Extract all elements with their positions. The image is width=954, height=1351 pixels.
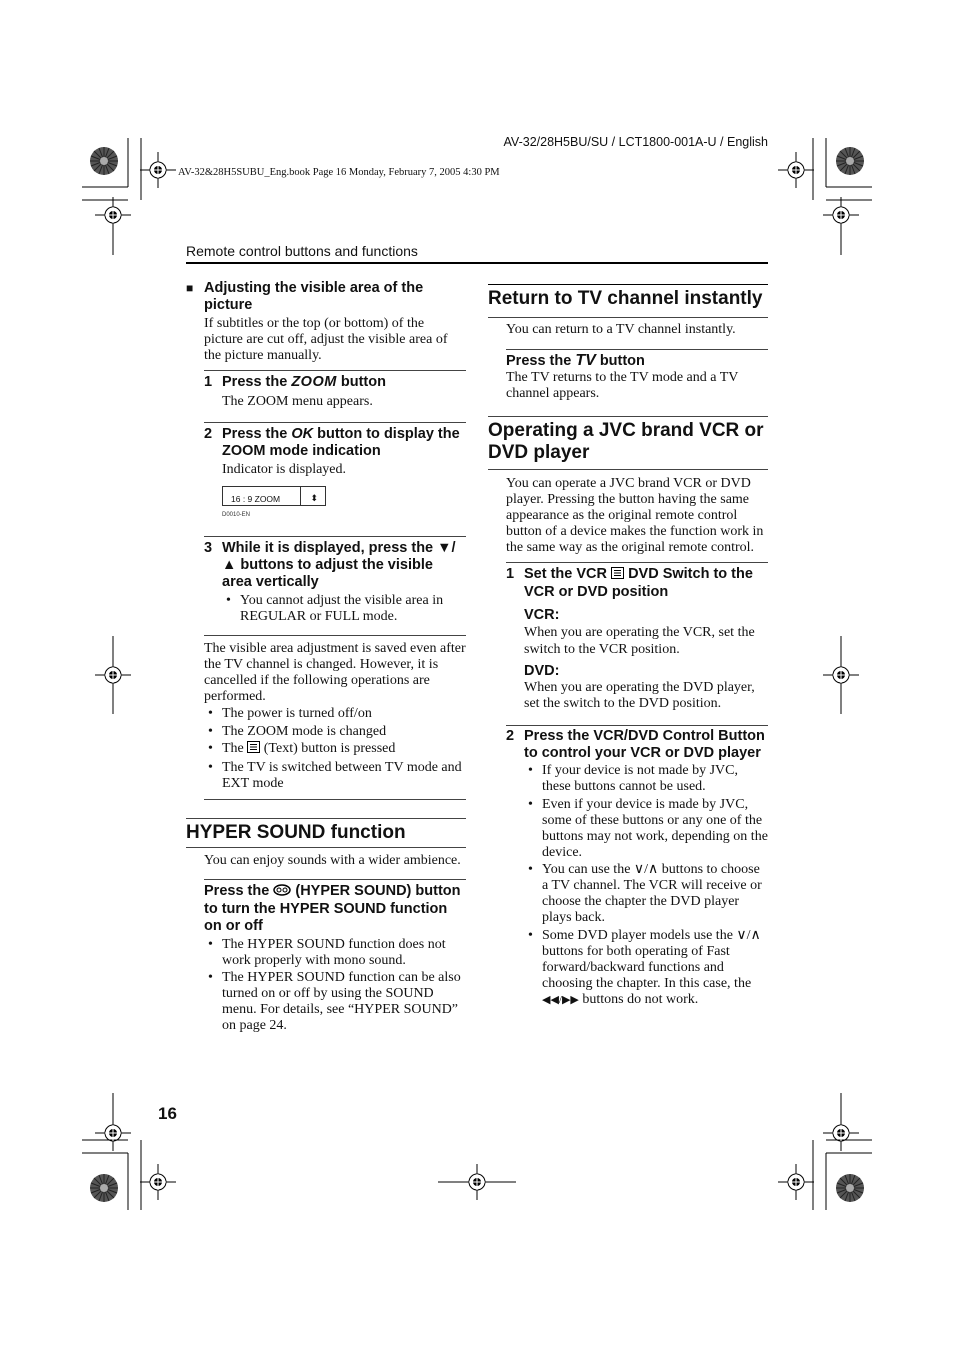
rewind-forward-icon: ◀◀/▶▶ [542, 993, 579, 1006]
zoom-indicator [204, 486, 466, 523]
hyper-intro: You can enjoy sounds with a wider ambience. [204, 852, 461, 868]
adjust-title: Adjusting the visible area of the picture [204, 280, 424, 313]
step-number: 1 [204, 374, 213, 390]
step3-post: buttons to adjust the visible area vertically [222, 557, 433, 590]
return-intro: You can return to a TV channel instantly. [506, 322, 736, 337]
hyper-title: HYPER SOUND function [186, 821, 406, 843]
list-item: • Even if your device is made by JVC, some of these buttons or any one of the buttons may not work, depending on the device. [524, 797, 768, 861]
note-text: The visible area adjustment is saved even after the TV channel is changed. However, it is cancelled if the following operations are performed. [204, 641, 466, 704]
step1-desc: The ZOOM menu appears. [222, 394, 373, 409]
switch-icon [611, 567, 624, 584]
step3-pre: While it is displayed, press the [222, 540, 434, 556]
indicator-code: D0010-EN [222, 512, 251, 518]
hyper-sound-icon [273, 884, 291, 901]
square-bullet-icon: ■ [186, 281, 194, 295]
header-rule [186, 262, 768, 264]
hyper-section [186, 818, 466, 847]
step-number: 3 [204, 540, 213, 556]
return-title: Return to TV channel instantly [488, 288, 763, 309]
step2-desc: Indicator is displayed. [222, 462, 347, 477]
down-up-arrows-icon: ▼/▲ [222, 540, 456, 573]
list-item: • The power is turned off/on [204, 706, 466, 722]
vcr-step-2 [506, 725, 768, 1008]
list-item: • Some DVD player models use the ∨/∧ buttons for both operating of Fast forward/backward functions and choosing the chapter. In this case, the ◀◀/▶▶ buttons do not work. [524, 928, 768, 1008]
vcr-section [488, 416, 768, 469]
adjust-intro: If subtitles or the top (or bottom) of the picture are cut off, adjust the visible area of the picture manually. [204, 316, 448, 363]
adjust-step-1 [204, 370, 466, 410]
step2-text: Press the VCR/DVD Control Button to control your VCR or DVD player [524, 728, 765, 761]
list-item: • The TV is switched between TV mode and EXT mode [204, 760, 466, 792]
dvd-label: DVD: [524, 663, 560, 679]
vcr-intro: You can operate a JVC brand VCR or DVD player. Pressing the button having the same appearance as the original remote control button of a device makes the function work in the same way as the original remote control. [506, 476, 764, 555]
vcr-title: Operating a JVC brand VCR or DVD player [488, 420, 764, 463]
book-line: AV-32&28H5SUBU_Eng.book Page 16 Monday, February 7, 2005 4:30 PM [178, 167, 500, 178]
step-number: 1 [506, 566, 515, 582]
step1-pre: Press the [222, 374, 288, 390]
adjust-step-2 [204, 422, 466, 523]
step2-pre: Press the [222, 426, 288, 442]
down-up-icon: ∨/∧ [736, 927, 761, 943]
right-column [488, 284, 768, 1009]
list-item: • The (Text) button is pressed [204, 741, 466, 758]
return-press: Press the TV button The TV returns to the TV mode and a TV channel appears. [506, 349, 768, 402]
step-number: 2 [506, 728, 515, 744]
adjust-step-3 [204, 536, 466, 625]
page-number: 16 [158, 1104, 177, 1123]
down-up-icon: ∨/∧ [633, 862, 659, 877]
dvd-desc: When you are operating the DVD player, set the switch to the DVD position. [524, 680, 755, 711]
hyper-press: Press the (HYPER SOUND) button to turn the HYPER SOUND function on or off • The HYPER SOUND function does not work properly with mono sound. • The HYPER SOUND function can be also turned on or off by using the SOUND menu. For details, see “HYPER SOUND” on page 24. [204, 879, 466, 1035]
return-desc: The TV returns to the TV mode and a TV channel appears. [506, 370, 739, 401]
vcr-label: VCR: [524, 607, 560, 623]
list-item: • You cannot adjust the visible area in REGULAR or FULL mode. [222, 593, 466, 625]
step2-post: button to display the ZOOM mode indication [222, 426, 460, 459]
list-item: • If your device is not made by JVC, these buttons cannot be used. [524, 763, 768, 795]
section-title: Remote control buttons and functions [186, 243, 418, 259]
model-line: AV-32/28H5BU/SU / LCT1800-001A-U / English [503, 135, 768, 149]
adjust-note [204, 635, 466, 792]
tv-button-icon: TV [575, 352, 596, 369]
return-section [488, 284, 768, 317]
list-item: • The HYPER SOUND function does not work properly with mono sound. [204, 937, 466, 969]
text-button-icon [247, 741, 260, 758]
vcr-step-1: 1 Set the VCR DVD Switch to the VCR or DVD position VCR: When you are operating the VCR, set the switch to the VCR position. DVD: When you are operating the DVD player, set the switch to the DVD position. [506, 562, 768, 712]
list-item: • The ZOOM mode is changed [204, 724, 466, 740]
list-item: • You can use the ∨/∧ buttons to choose a TV channel. The VCR will receive or choose the chapter the DVD player plays back. [524, 862, 768, 926]
vcr-desc: When you are operating the VCR, set the switch to the VCR position. [524, 625, 755, 657]
list-item: • The HYPER SOUND function can be also turned on or off by using the SOUND menu. For details, see “HYPER SOUND” on page 24. [204, 970, 466, 1034]
step1-post: button [340, 374, 386, 390]
zoom-button-icon: ZOOM [291, 374, 337, 390]
adjust-heading [186, 280, 466, 314]
ok-button-icon: OK [291, 426, 314, 442]
indicator-text: 16 : 9 ZOOM [231, 494, 281, 504]
up-down-icon: ⬍ [310, 493, 318, 503]
left-column [186, 280, 466, 1036]
step-number: 2 [204, 426, 213, 442]
